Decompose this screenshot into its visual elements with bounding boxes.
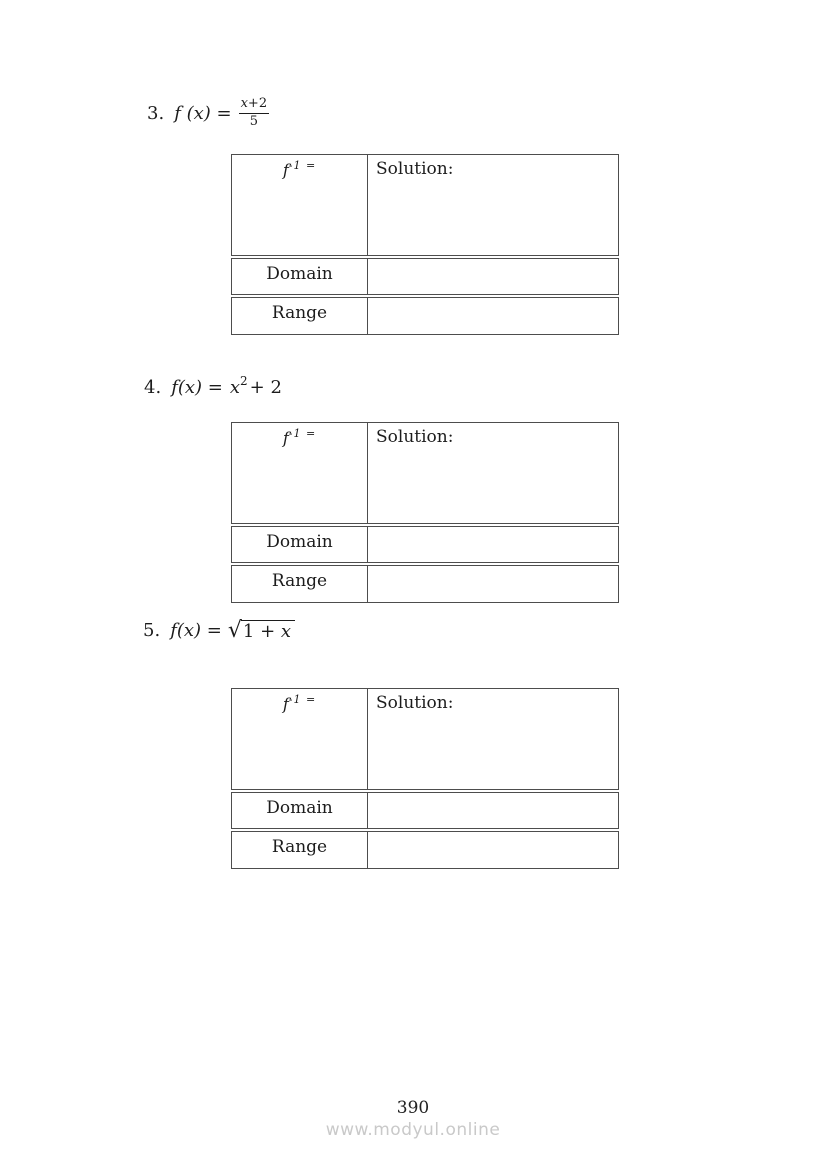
solution-cell xyxy=(367,154,619,256)
range-label: Range xyxy=(271,837,328,857)
solution-label: Solution: xyxy=(376,159,454,179)
fraction xyxy=(239,97,270,130)
page-number: 390 xyxy=(396,1098,430,1118)
range-answer-cell xyxy=(367,297,619,335)
answer-table-problem-4 xyxy=(231,422,619,603)
range-label-cell xyxy=(231,565,368,603)
table-row xyxy=(231,526,619,563)
table-row xyxy=(231,565,619,603)
answer-table-problem-5 xyxy=(231,688,619,869)
domain-label: Domain xyxy=(266,264,333,284)
table-row xyxy=(231,792,619,829)
problem-5-number: 5. xyxy=(143,620,161,642)
problem-3-label xyxy=(147,97,269,130)
table-row xyxy=(231,422,619,524)
domain-label-cell xyxy=(231,258,368,295)
domain-answer-cell xyxy=(367,526,619,563)
table-row xyxy=(231,258,619,295)
fraction-denominator: 5 xyxy=(249,113,258,129)
solution-label: Solution: xyxy=(376,427,454,447)
table-row xyxy=(231,297,619,335)
solution-cell xyxy=(367,688,619,790)
inverse-label-cell xyxy=(231,154,368,256)
answer-table-problem-3 xyxy=(231,154,619,335)
solution-label: Solution: xyxy=(376,693,454,713)
radicand: 1 + x xyxy=(241,620,295,642)
watermark: www.modyul.online xyxy=(325,1120,501,1140)
problem-4-label xyxy=(144,373,282,399)
range-label-cell xyxy=(231,831,368,869)
range-label-cell xyxy=(231,297,368,335)
range-answer-cell xyxy=(367,831,619,869)
domain-label-cell xyxy=(231,792,368,829)
squared-term-base: x xyxy=(229,377,241,398)
problem-3-function: f (x) = xyxy=(174,102,232,124)
problem-5-function: f(x) = xyxy=(170,620,222,642)
range-label: Range xyxy=(271,303,328,323)
inverse-function-label: $f^{-1 =}$ xyxy=(282,427,317,448)
table-row xyxy=(231,688,619,790)
domain-answer-cell xyxy=(367,258,619,295)
domain-answer-cell xyxy=(367,792,619,829)
fraction-numerator: x+2 xyxy=(239,97,270,114)
solution-cell xyxy=(367,422,619,524)
table-row xyxy=(231,831,619,869)
domain-label: Domain xyxy=(266,798,333,818)
table-row xyxy=(231,154,619,256)
radical-icon: √ xyxy=(227,618,242,643)
inverse-function-label: $f^{-1 =}$ xyxy=(282,159,317,180)
problem-5-label xyxy=(143,620,295,642)
range-label: Range xyxy=(271,571,328,591)
squared-term-exponent: 2 xyxy=(240,373,248,388)
domain-label: Domain xyxy=(266,532,333,552)
inverse-label-cell xyxy=(231,688,368,790)
inverse-function-label: $f^{-1 =}$ xyxy=(282,693,317,714)
problem-4-number: 4. xyxy=(144,377,162,398)
problem-4-function: f(x) = xyxy=(171,377,223,398)
inverse-label-cell xyxy=(231,422,368,524)
square-root-expression xyxy=(228,620,295,642)
problem-3-number: 3. xyxy=(147,102,165,124)
domain-label-cell xyxy=(231,526,368,563)
problem-4-tail: + 2 xyxy=(249,377,282,398)
range-answer-cell xyxy=(367,565,619,603)
